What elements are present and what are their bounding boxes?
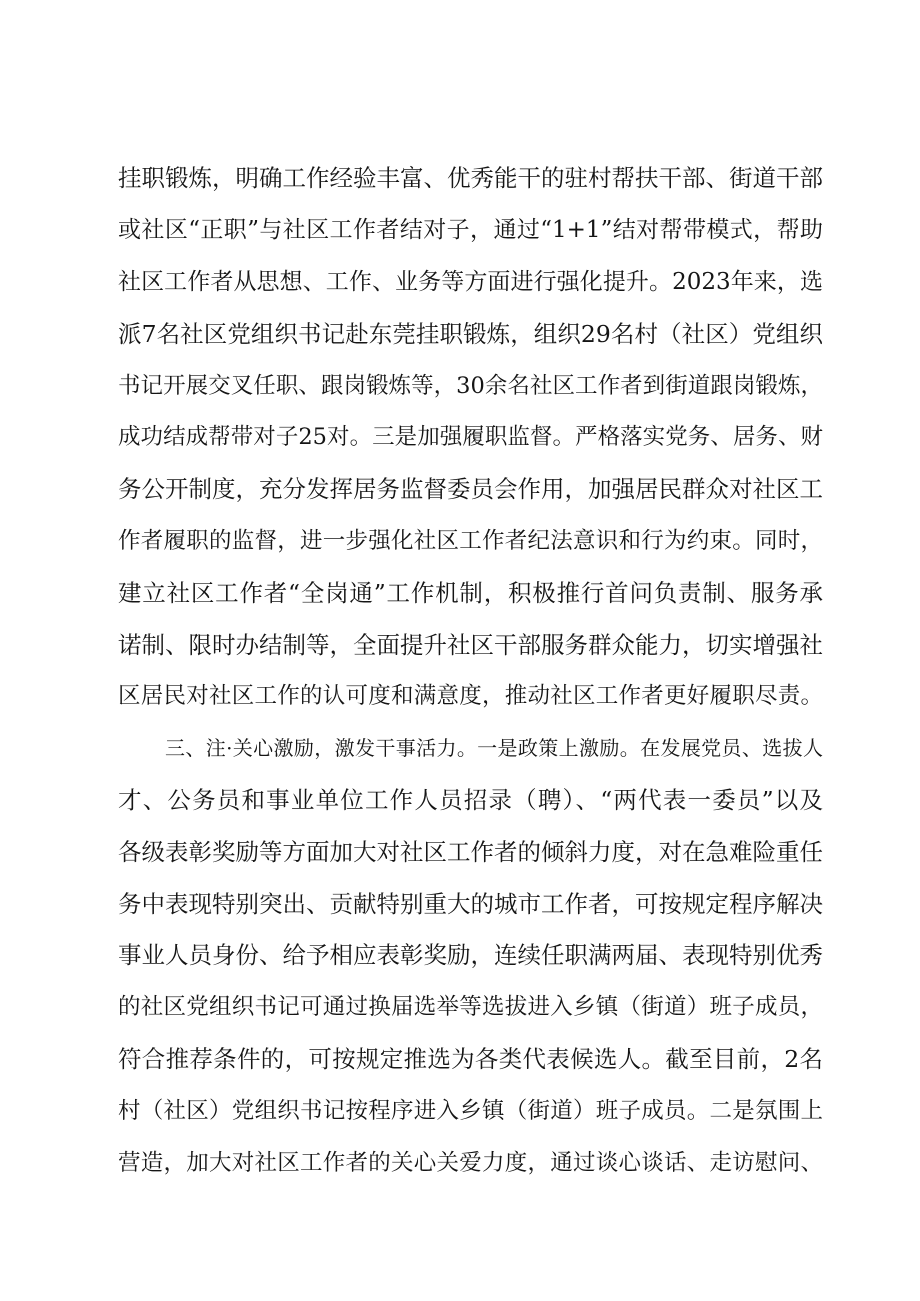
text-line: 或社区“正职”与社区工作者结对子，通过“1+1”结对帮带模式，帮助: [118, 217, 823, 243]
text-line: 诺制、限时办结制等，全面提升社区干部服务群众能力，切实增强社: [118, 631, 823, 659]
text-line: 事业人员身份、给予相应表彰奖励，连续任职满两届、表现特别优秀: [118, 941, 823, 969]
text-line: 才、公务员和事业单位工作人员招录（聘）、“两代表一委员”以及: [118, 786, 823, 814]
text-line: 村（社区）党组织书记按程序进入乡镇（街道）班子成员。二是氛围上: [118, 1098, 823, 1124]
text-line: 社区工作者从思想、工作、业务等方面进行强化提升。2023年来，选: [118, 269, 823, 295]
text-line: 务中表现特别突出、贡献特别重大的城市工作者，可按规定程序解决: [118, 890, 823, 918]
text-line: 建立社区工作者“全岗通”工作机制，积极推行首问负责制、服务承: [118, 579, 823, 607]
section-heading-line: 三、注·关心激励，激发干事活力。一是政策上激励。在发展党员、选拔人: [165, 736, 823, 760]
text-line: 挂职锻炼，明确工作经验丰富、优秀能干的驻村帮扶干部、街道干部: [118, 164, 823, 192]
text-line: 务公开制度，充分发挥居务监督委员会作用，加强居民群众对社区工: [118, 475, 823, 503]
text-line: 派7名社区党组织书记赴东莞挂职锻炼，组织29名村（社区）党组织: [118, 320, 823, 348]
text-line: 各级表彰奖励等方面加大对社区工作者的倾斜力度，对在急难险重任: [118, 838, 823, 866]
text-line: 的社区党组织书记可通过换届选举等选拔进入乡镇（街道）班子成员，: [118, 994, 823, 1020]
text-line: 区居民对社区工作的认可度和满意度，推动社区工作者更好履职尽责。: [118, 683, 823, 709]
text-line: 书记开展交叉任职、跟岗锻炼等，30余名社区工作者到街道跟岗锻炼，: [118, 373, 823, 399]
text-line: 成功结成帮带对子25对。三是加强履职监督。严格落实党务、居务、财: [118, 424, 823, 450]
text-line: 符合推荐条件的，可按规定推选为各类代表候选人。截至目前，2名: [118, 1045, 823, 1073]
text-line: 作者履职的监督，进一步强化社区工作者纪法意识和行为约束。同时，: [118, 528, 823, 554]
text-line: 营造，加大对社区工作者的关心关爱力度，通过谈心谈话、走访慰问、: [118, 1150, 823, 1176]
